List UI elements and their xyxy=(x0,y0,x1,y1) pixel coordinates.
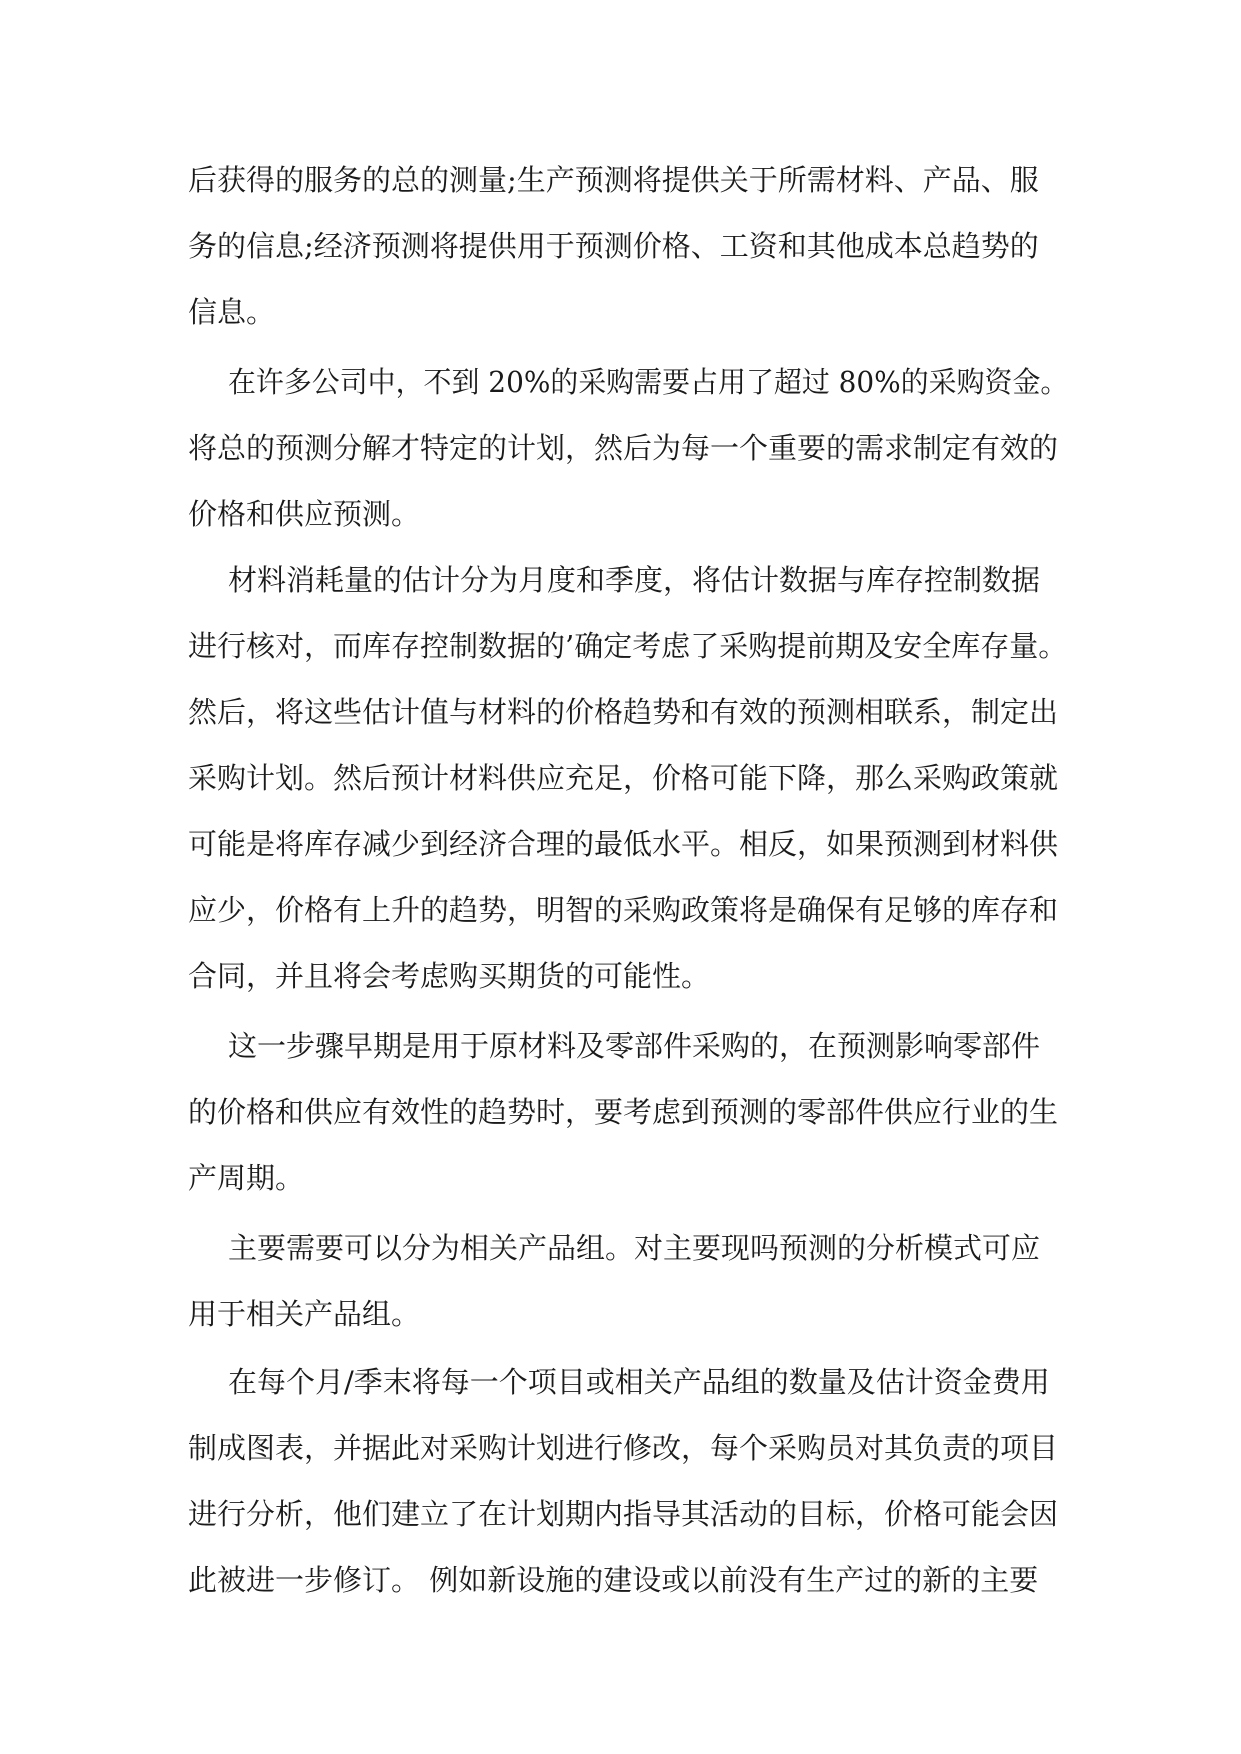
text-line: 合同，并且将会考虑购买期货的可能性。 xyxy=(188,959,711,993)
text-line: 价格和供应预测。 xyxy=(188,497,421,531)
text-line: 后获得的服务的总的测量;生产预测将提供关于所需材料、产品、服 xyxy=(188,163,1039,197)
paragraph-start-line: 在许多公司中，不到 20%的采购需要占用了超过 80%的采购资金。 xyxy=(228,365,1069,399)
text-line: 应少，价格有上升的趋势，明智的采购政策将是确保有足够的库存和 xyxy=(188,893,1059,927)
text-line: 可能是将库存减少到经济合理的最低水平。相反，如果预测到材料供 xyxy=(188,827,1059,861)
text-line: 务的信息;经济预测将提供用于预测价格、工资和其他成本总趋势的 xyxy=(188,229,1039,263)
paragraph-start-line: 材料消耗量的估计分为月度和季度，将估计数据与库存控制数据 xyxy=(228,563,1041,597)
text-line: 进行核对，而库存控制数据的’确定考虑了采购提前期及安全库存量。 xyxy=(188,629,1068,663)
text-line: 采购计划。然后预计材料供应充足，价格可能下降，那么采购政策就 xyxy=(188,761,1059,795)
text-line: 用于相关产品组。 xyxy=(188,1297,421,1331)
text-line: 信息。 xyxy=(188,295,276,329)
text-line: 进行分析，他们建立了在计划期内指导其活动的目标，价格可能会因 xyxy=(188,1497,1059,1531)
paragraph-start-line: 这一步骤早期是用于原材料及零部件采购的，在预测影响零部件 xyxy=(228,1029,1041,1063)
text-line: 将总的预测分解才特定的计划，然后为每一个重要的需求制定有效的 xyxy=(188,431,1059,465)
text-line: 的价格和供应有效性的趋势时，要考虑到预测的零部件供应行业的生 xyxy=(188,1095,1059,1129)
text-line: 然后，将这些估计值与材料的价格趋势和有效的预测相联系，制定出 xyxy=(188,695,1059,729)
text-line: 此被进一步修订。 例如新设施的建设或以前没有生产过的新的主要 xyxy=(188,1563,1039,1597)
text-line: 制成图表，并据此对采购计划进行修改，每个采购员对其负责的项目 xyxy=(188,1431,1059,1465)
paragraph-start-line: 主要需要可以分为相关产品组。对主要现吗预测的分析模式可应 xyxy=(228,1231,1041,1265)
paragraph-start-line: 在每个月/季末将每一个项目或相关产品组的数量及估计资金费用 xyxy=(228,1365,1050,1399)
text-line: 产周期。 xyxy=(188,1161,305,1195)
